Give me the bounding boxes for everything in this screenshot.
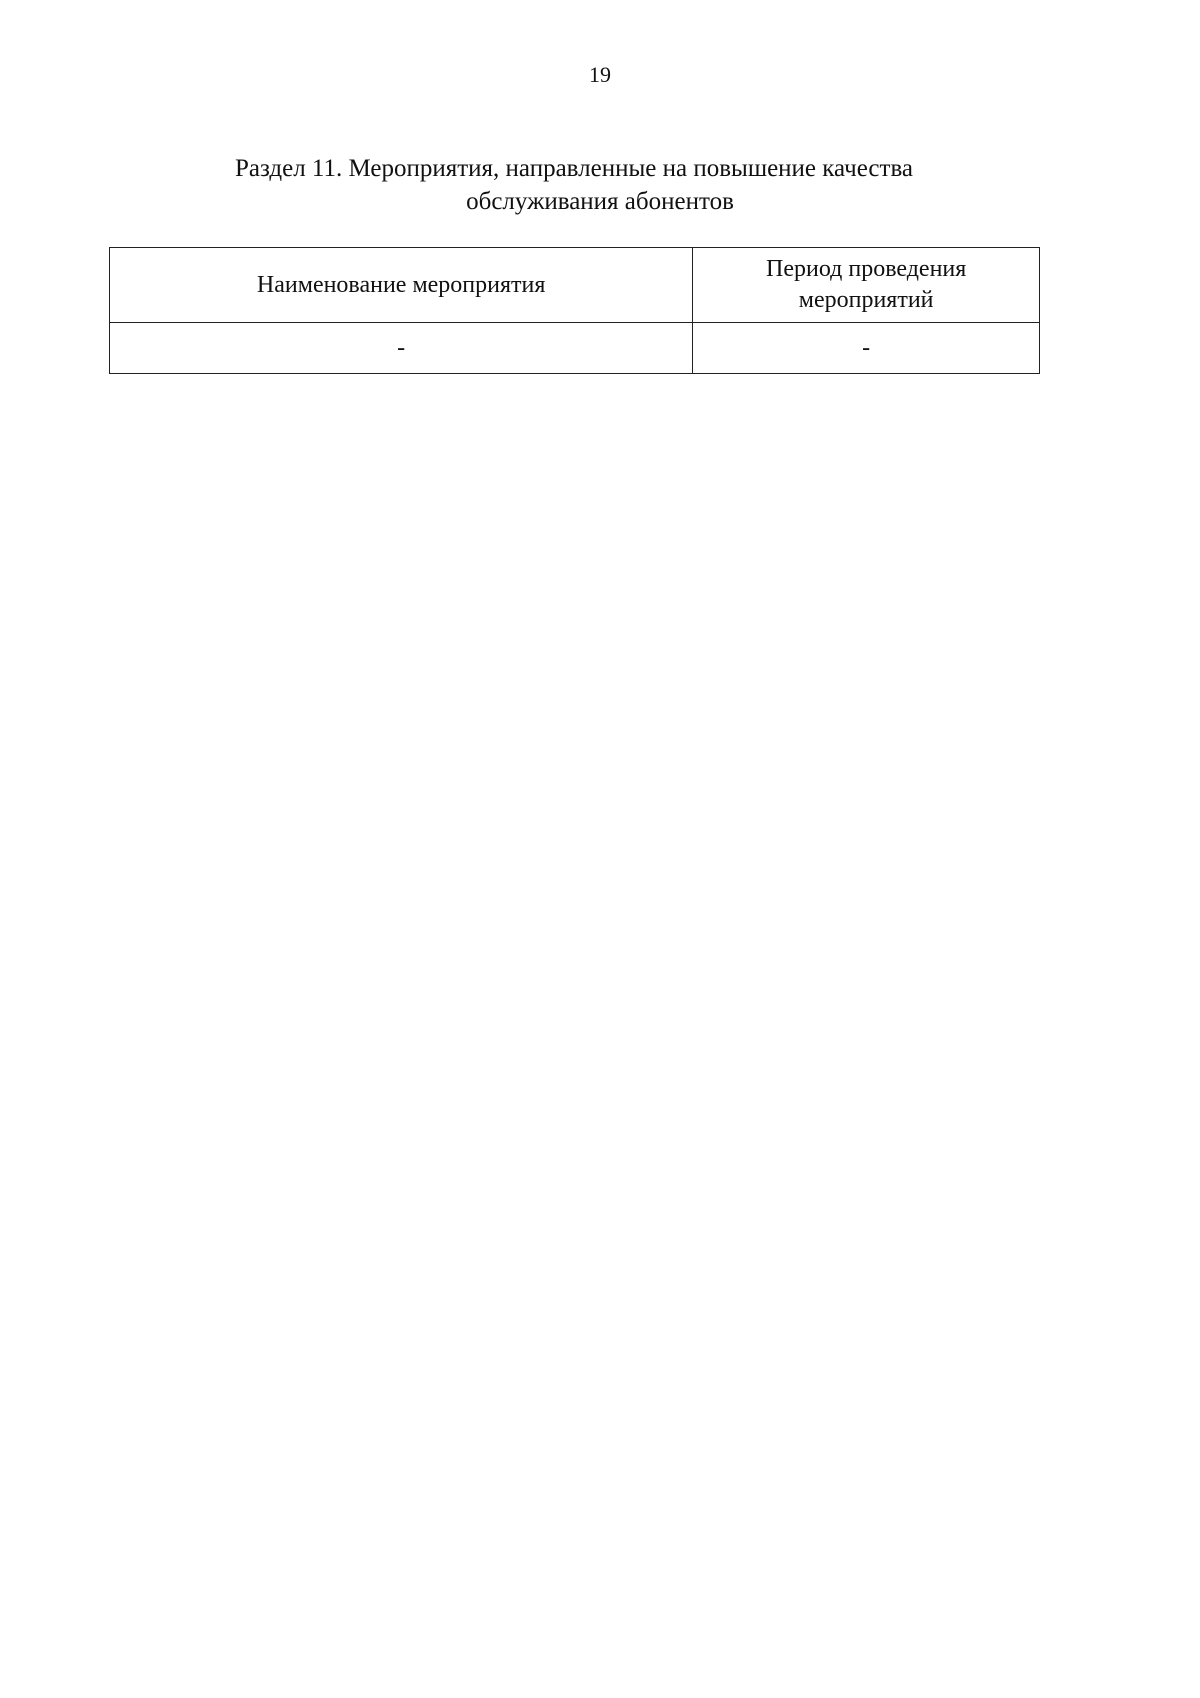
header-measure-period-line-2: мероприятий	[798, 287, 934, 313]
header-measure-period	[693, 248, 1040, 323]
table-row	[110, 323, 1040, 374]
header-measure-name: Наименование мероприятия	[110, 248, 693, 323]
page-number: 19	[589, 62, 611, 87]
table-header-row	[110, 248, 1040, 323]
section-title-line-2: обслуживания абонентов	[466, 188, 734, 215]
cell-measure-period: -	[693, 323, 1040, 374]
section-title	[0, 152, 1200, 218]
cell-measure-name: -	[110, 323, 693, 374]
section-title-line-1: Раздел 11. Мероприятия, направленные на повышение качества	[234, 155, 914, 182]
measures-table	[109, 247, 1040, 374]
header-measure-period-line-1: Период проведения	[766, 256, 967, 282]
